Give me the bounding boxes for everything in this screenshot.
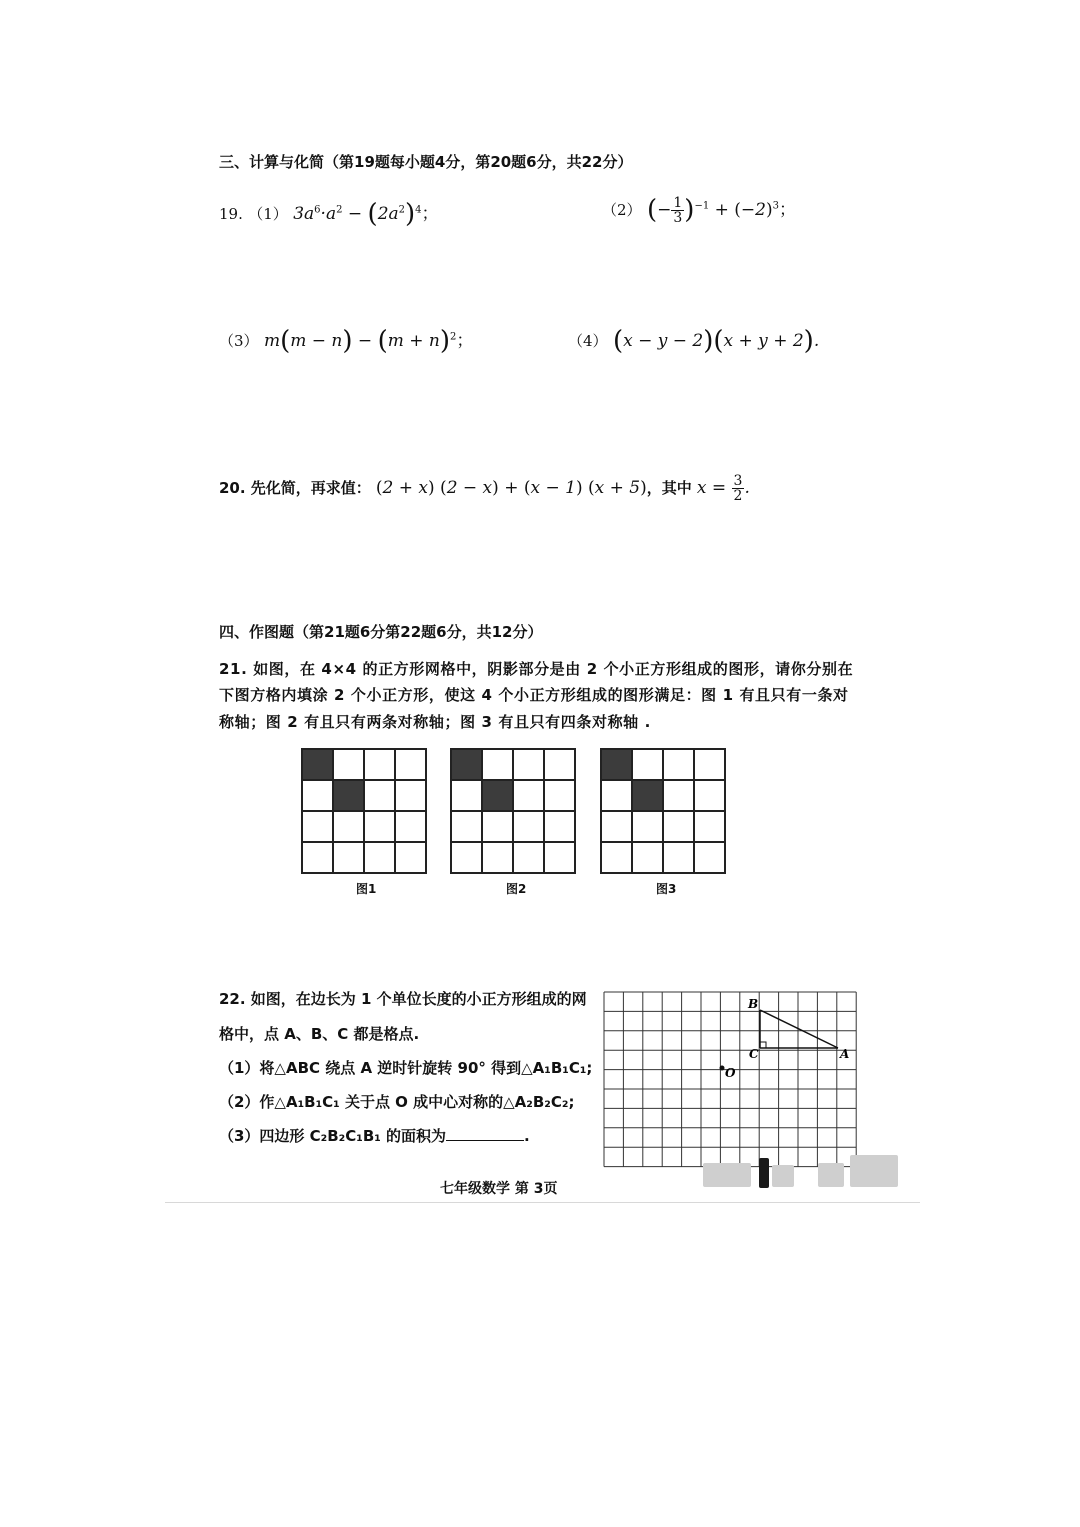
q21-grid-1[interactable] [301,748,427,874]
q21-line1: 21. 如图，在 4×4 的正方形网格中，阴影部分是由 2 个小正方形组成的图形，请你分别在 [219,660,854,678]
q19-p1-expr: $3a^6\cdot a^2 - (2a^2)^4$； [293,199,439,229]
q21-caption-3: 图3 [656,882,677,896]
q22-answer-blank[interactable] [446,1126,524,1141]
section-3-heading: 三、计算与化简（第19题每小题4分，第20题6分，共22分） [219,153,633,171]
q20-expr: (2 + x) (2 − x) + (x − 1) (x + 5) [375,478,647,498]
scan-artifact [759,1158,769,1188]
grid-cell[interactable] [632,842,663,873]
grid-cell[interactable] [395,780,426,811]
grid-cell[interactable] [544,842,575,873]
grid-cell[interactable] [451,780,482,811]
grid-cell[interactable] [694,811,725,842]
q20-frac-den: 2 [733,488,743,504]
q20-suffix: ，其中 [646,479,692,497]
label-a: A [840,1047,850,1061]
grid-cell[interactable] [482,811,513,842]
q19-part4 [568,326,819,356]
q22-step2: （2）作△A₁B₁C₁ 关于点 O 成中心对称的△A₂B₂C₂; [219,1093,575,1111]
grid-cell[interactable] [482,842,513,873]
grid-cell[interactable] [333,842,364,873]
section-4-heading: 四、作图题（第21题6分第22题6分，共12分） [219,623,543,641]
q19-p4-label: （4） [568,332,608,350]
grid-cell[interactable] [601,780,632,811]
q19-p3-expr: $m(m - n) - (m + n)^2$； [263,326,474,356]
grid-cell[interactable] [663,749,694,780]
grid-cell[interactable] [694,749,725,780]
q22-line2: 格中，点 A、B、C 都是格点. [219,1025,420,1043]
grid-cell[interactable] [302,842,333,873]
label-b: B [748,997,759,1011]
q21-line3: 称轴；图 2 有且只有两条对称轴；图 3 有且只有四条对称轴 . [219,713,651,731]
q19-p4-expr: (x − y − 2)(x + y + 2). [612,326,820,356]
page-footer: 七年级数学 第 3页 [440,1181,558,1197]
scan-artifact [772,1165,794,1187]
grid-cell[interactable] [544,811,575,842]
grid-cell[interactable] [364,842,395,873]
q19-p2-expr: (− $\frac{1}{3}$ )$^{-1} + (-2)^3$； [646,195,796,226]
grid-cell[interactable] [663,811,694,842]
label-o: O [725,1066,736,1080]
page-divider [165,1202,920,1203]
q22-step3-prefix: （3）四边形 C₂B₂C₁B₁ 的面积为 [219,1127,447,1145]
grid-cell[interactable] [364,749,395,780]
q22-line1: 22. 如图，在边长为 1 个单位长度的小正方形组成的网 [219,990,587,1008]
q20 [219,474,750,503]
grid-cell[interactable] [451,842,482,873]
q21-caption-2: 图2 [506,882,527,896]
grid-cell[interactable] [302,811,333,842]
grid-cell[interactable] [451,811,482,842]
q19-part2 [602,195,796,225]
q22-step3-suffix: . [524,1127,530,1145]
grid-cell[interactable] [333,811,364,842]
shaded-cell[interactable] [632,780,663,811]
grid-cell[interactable] [601,842,632,873]
q20-value: x = $\frac{3}{2}$ . [696,473,750,504]
grid-cell[interactable] [333,749,364,780]
grid-cell[interactable] [395,811,426,842]
grid-cell[interactable] [513,842,544,873]
q22-grid-figure[interactable] [600,988,862,1182]
scan-artifact [818,1163,844,1187]
grid-cell[interactable] [482,749,513,780]
grid-cell[interactable] [302,780,333,811]
shaded-cell[interactable] [482,780,513,811]
point-o-dot [720,1066,725,1071]
q21-grid-2[interactable] [450,748,576,874]
q19-p3-label: （3） [219,332,259,350]
scan-artifact [850,1155,898,1187]
q21-caption-1: 图1 [356,882,377,896]
grid-cell[interactable] [513,811,544,842]
q22-step3 [219,1125,530,1146]
q19-number: 19. [219,205,243,223]
segment-ba [760,1010,838,1048]
q20-frac-num: 3 [733,473,743,489]
grid-cell[interactable] [364,780,395,811]
grid-cell[interactable] [544,780,575,811]
grid-cell[interactable] [632,811,663,842]
grid-cell[interactable] [601,811,632,842]
grid-cell[interactable] [632,749,663,780]
label-c: C [749,1047,759,1061]
q19-part3 [219,326,473,356]
q22-step1: （1）将△ABC 绕点 A 逆时针旋转 90° 得到△A₁B₁C₁; [219,1059,593,1077]
grid-cell[interactable] [694,842,725,873]
q20-prefix: 20. 先化简，再求值： [219,479,371,497]
grid-cell[interactable] [544,749,575,780]
grid-cell[interactable] [513,749,544,780]
q19-p1-label: （1） [248,205,288,223]
q21-grid-3[interactable] [600,748,726,874]
shaded-cell[interactable] [333,780,364,811]
shaded-cell[interactable] [601,749,632,780]
q21-line2: 下图方格内填涂 2 个小正方形，使这 4 个小正方形组成的图形满足：图 1 有且只有一条对 [219,686,849,704]
shaded-cell[interactable] [451,749,482,780]
grid-cell[interactable] [663,842,694,873]
grid-cell[interactable] [663,780,694,811]
right-angle-mark [760,1042,766,1048]
grid-cell[interactable] [694,780,725,811]
q19-part1 [219,199,439,229]
scan-artifact [703,1163,751,1187]
grid-cell[interactable] [395,842,426,873]
shaded-cell[interactable] [302,749,333,780]
grid-cell[interactable] [395,749,426,780]
grid-cell[interactable] [364,811,395,842]
grid-cell[interactable] [513,780,544,811]
q19-p2-label: （2） [602,201,642,219]
